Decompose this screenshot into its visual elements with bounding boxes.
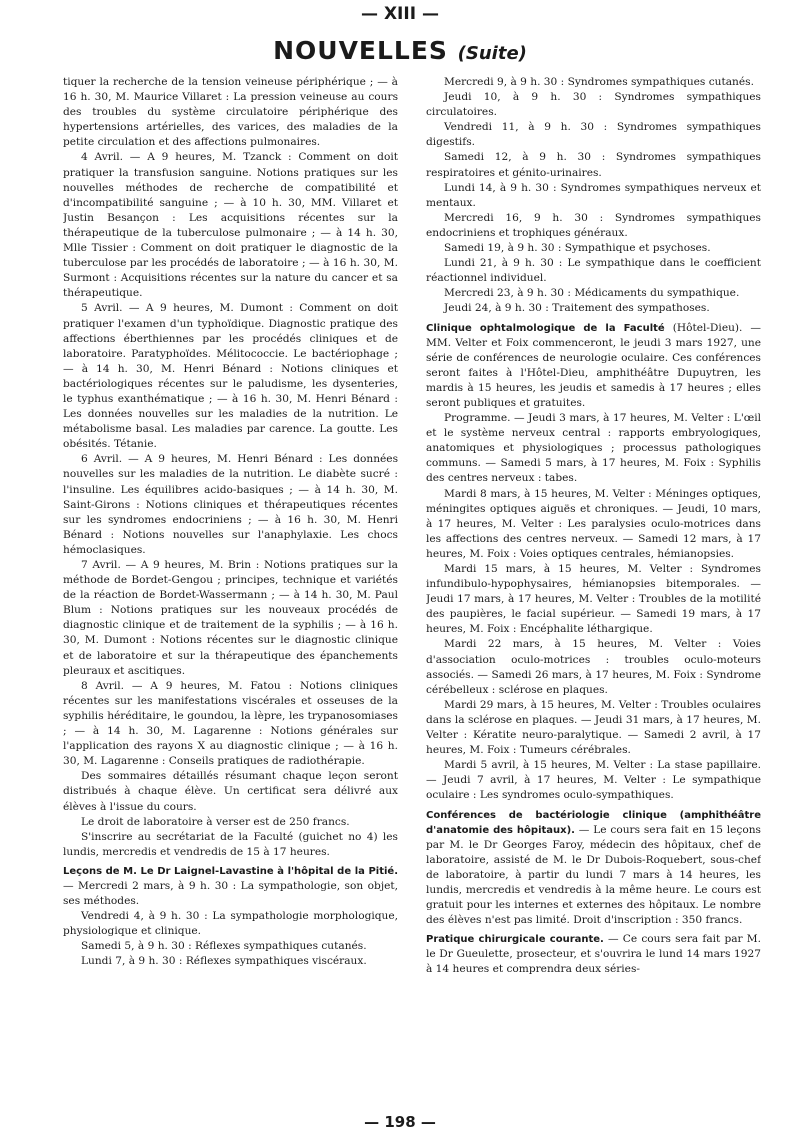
- paragraph: Vendredi 4, à 9 h. 30 : La sympathologie morphologique, physiologique et clinique.: [63, 910, 398, 938]
- paragraph: Samedi 12, à 9 h. 30 : Syndromes sympathiques respiratoires et génito-urinaires.: [426, 151, 761, 179]
- paragraph: 4 Avril. — A 9 heures, M. Tzanck : Comment on doit pratiquer la transfusion sanguine. Notions pratiques sur les nouvelles méthodes de recherche de compatibilité et d'incompatibilité sanguine ; — à 10 h. 30, MM. Villaret et Justin Besançon : Les acquisitions récentes sur la thérapeutique de la tuberculose pulmonaire ; — à 14 h. 30, Mlle Tissier : Comment on doit pratiquer le diagnostic de la tuberculose par les procédés de laboratoire ; — à 16 h. 30, M. Surmont : Acquisitions récentes sur la nature du cancer et sa thérapeutique.: [63, 151, 398, 300]
- paragraph: S'inscrire au secrétariat de la Faculté (guichet no 4) les lundis, mercredis et vendredis de 15 à 17 heures.: [63, 830, 398, 858]
- paragraph: 5 Avril. — A 9 heures, M. Dumont : Comment on doit pratiquer l'examen d'un typhoïdique. Diagnostic pratique des affections éberthiennes par les procédés cliniques et de laboratoire. Paratyphoïdes. Mélitococcie. Le bactériophage ; — à 14 h. 30, M. Henri Bénard : Notions cliniques et bactériologiques récentes sur le paludisme, les dysenteries, le typhus exanthématique ; — à 16 h. 30, M. Henri Bénard : Les données nouvelles sur les maladies de la nutrition. Le métabolisme basal. Les maladies par carence. La goutte. Les obésités. Tétanie.: [63, 302, 398, 451]
- paragraph: Jeudi 24, à 9 h. 30 : Traitement des sympathoses.: [444, 302, 710, 315]
- title-text: NOUVELLES: [273, 36, 448, 65]
- section-text: — Le cours sera fait en 15 leçons par M. le Dr Georges Faroy, médecin des hôpitaux, chef de laboratoire, assisté de M. le Dr Dubois-Roquebert, sous-chef de laboratoire, à partir du lundi 7 mars à 14 heures, les lundis, mercredis et vendredis à la même heure. Le cours est gratuit pour les internes et externes des hôpitaux. Le nombre des élèves n'est pas limité. Droit d'inscription : 350 francs.: [426, 823, 761, 927]
- section-heading: Pratique chirurgicale courante.: [426, 934, 604, 946]
- paragraph: Vendredi 11, à 9 h. 30 : Syndromes sympathiques digestifs.: [426, 121, 761, 149]
- paragraph: Mardi 5 avril, à 15 heures, M. Velter : La stase papillaire. — Jeudi 7 avril, à 17 heures, M. Velter : Le sympathique oculaire : Les syndromes oculo-sympathiques.: [426, 759, 761, 802]
- paragraph: tiquer la recherche de la tension veineuse périphérique ; — à 16 h. 30, M. Maurice Villaret : La pression veineuse au cours des troubles du système circulatoire périphérique des hypertensions artérielles, des varices, des maladies de la petite circulation et des affections pulmonaires.: [63, 76, 398, 149]
- roman-page-number: — XIII —: [361, 4, 439, 24]
- section-text: (Hôtel-Dieu). — MM. Velter et Foix commenceront, le jeudi 3 mars 1927, une série de conférences de neurologie oculaire. Ces conférences seront faites à l'Hôtel-Dieu, amphithéâtre Dupuytren, les mardis à 15 heures, les jeudis et samedis à 17 heures ; elles seront publiques et gratuites.: [426, 321, 761, 409]
- title-suffix: (Suite): [457, 43, 527, 64]
- paragraph: Samedi 19, à 9 h. 30 : Sympathique et psychoses.: [444, 242, 711, 255]
- paragraph: 7 Avril. — A 9 heures, M. Brin : Notions pratiques sur la méthode de Bordet-Gengou ; principes, technique et variétés de la réaction de Bordet-Wassermann ; — à 14 h. 30, M. Paul Blum : Notions pratiques sur les nouveaux procédés de diagnostic clinique et de traitement de la syphilis ; — à 16 h. 30, M. Dumont : Notions récentes sur le diagnostic clinique et de laboratoire et sur la thérapeutique des épanchements pleuraux et ascitiques.: [63, 559, 398, 677]
- section-text: — Mercredi 2 mars, à 9 h. 30 : La sympathologie, son objet, ses méthodes.: [63, 879, 398, 908]
- section-paragraph: [426, 321, 761, 412]
- paragraph: Lundi 14, à 9 h. 30 : Syndromes sympathiques nerveux et mentaux.: [426, 181, 761, 209]
- section-text: — Ce cours sera fait par M. le Dr Gueulette, prosecteur, et s'ouvrira le lund 14 mars 1927 à 14 heures et comprendra deux séries-: [426, 933, 761, 976]
- section-paragraph: [426, 808, 761, 929]
- paragraph: Mardi 22 mars, à 15 heures, M. Velter : Voies d'association oculo-motrices : troubles oculo-moteurs associés. — Samedi 26 mars, à 17 heures, M. Foix : Syndrome cérébelleux : sclérose en plaques.: [426, 638, 761, 696]
- paragraph: Lundi 7, à 9 h. 30 : Réflexes sympathiques viscéraux.: [81, 955, 367, 968]
- paragraph: Mardi 8 mars, à 15 heures, M. Velter : Méninges optiques, méningites optiques aiguës et chroniques. — Jeudi, 10 mars, à 17 heures, M. Velter : Les paralysies oculo-motrices dans les affections des centres nerveux. — Samedi 12 mars, à 17 heures, M. Foix : Voies optiques centrales, hémianopsies.: [426, 487, 761, 560]
- page-number: — 198 —: [364, 1113, 436, 1131]
- paragraph: Mardi 29 mars, à 15 heures, M. Velter : Troubles oculaires dans la sclérose en plaques. — Jeudi 31 mars, à 17 heures, M. Velter : Kératite neuro-paralytique. — Samedi 2 avril, à 17 heures, M. Foix : Tumeurs cérébrales.: [426, 698, 761, 757]
- paragraph: 6 Avril. — A 9 heures, M. Henri Bénard : Les données nouvelles sur les maladies de la nutrition. Le diabète sucré : l'insuline. Les équilibres acido-basiques ; — à 14 h. 30, M. Saint-Girons : Notions cliniques et thérapeutiques récentes sur les syndromes endocriniens ; — à 16 h. 30, M. Henri Bénard : Notions nouvelles sur l'anaphylaxie. Les chocs hémoclasiques.: [63, 453, 398, 556]
- right-column: [426, 75, 761, 1115]
- paragraph: Programme. — Jeudi 3 mars, à 17 heures, M. Velter : L'œil et le système nerveux central : rapports embryologiques, anatomiques et physiologiques ; processus pathologiques communs. — Samedi 5 mars, à 17 heures, M. Foix : Syphilis des centres nerveux : tabes.: [426, 412, 761, 485]
- section-heading: Clinique ophtalmologique de la Faculté: [426, 322, 665, 334]
- paragraph: Samedi 5, à 9 h. 30 : Réflexes sympathiques cutanés.: [81, 940, 367, 953]
- paragraph: Mercredi 9, à 9 h. 30 : Syndromes sympathiques cutanés.: [444, 76, 754, 88]
- left-column: [63, 75, 398, 1115]
- page-title: [0, 36, 800, 65]
- paragraph: Mercredi 23, à 9 h. 30 : Médicaments du sympathique.: [444, 287, 740, 300]
- paragraph: Mardi 15 mars, à 15 heures, M. Velter : Syndromes infundibulo-hypophysaires, hémianopsies bitemporales. — Jeudi 17 mars, à 17 heures, M. Velter : Troubles de la motilité des paupières, le facial supérieur. — Samedi 19 mars, à 17 heures, M. Foix : Encéphalite léthargique.: [426, 563, 761, 636]
- paragraph: Des sommaires détaillés résumant chaque leçon seront distribués à chaque élève. Un certificat sera délivré aux élèves à l'issue du cours.: [63, 770, 398, 813]
- section-paragraph: [63, 864, 398, 909]
- section-heading: Conférences de bactériologie clinique (amphithéâtre d'anatomie des hôpitaux).: [426, 809, 761, 836]
- paragraph: Lundi 21, à 9 h. 30 : Le sympathique dans le coefficient réactionnel individuel.: [426, 257, 761, 285]
- paragraph: Le droit de laboratoire à verser est de 250 francs.: [81, 815, 350, 828]
- paragraph: 8 Avril. — A 9 heures, M. Fatou : Notions cliniques récentes sur les manifestations viscérales et osseuses de la syphilis héréditaire, le goundou, la lèpre, les trypanosomiases ; — à 14 h. 30, M. Lagarenne : Notions générales sur l'application des rayons X au diagnostic clinique ; — à 16 h. 30, M. Lagarenne : Conseils pratiques de radiothérapie.: [63, 679, 398, 768]
- section-paragraph: [426, 932, 761, 977]
- section-heading: Leçons de M. Le Dr Laignel-Lavastine à l'hôpital de la Pitié.: [63, 865, 398, 877]
- paragraph: Mercredi 16, 9 h. 30 : Syndromes sympathiques endocriniens et trophiques généraux.: [426, 211, 761, 239]
- paragraph: Jeudi 10, à 9 h. 30 : Syndromes sympathiques circulatoires.: [426, 91, 761, 119]
